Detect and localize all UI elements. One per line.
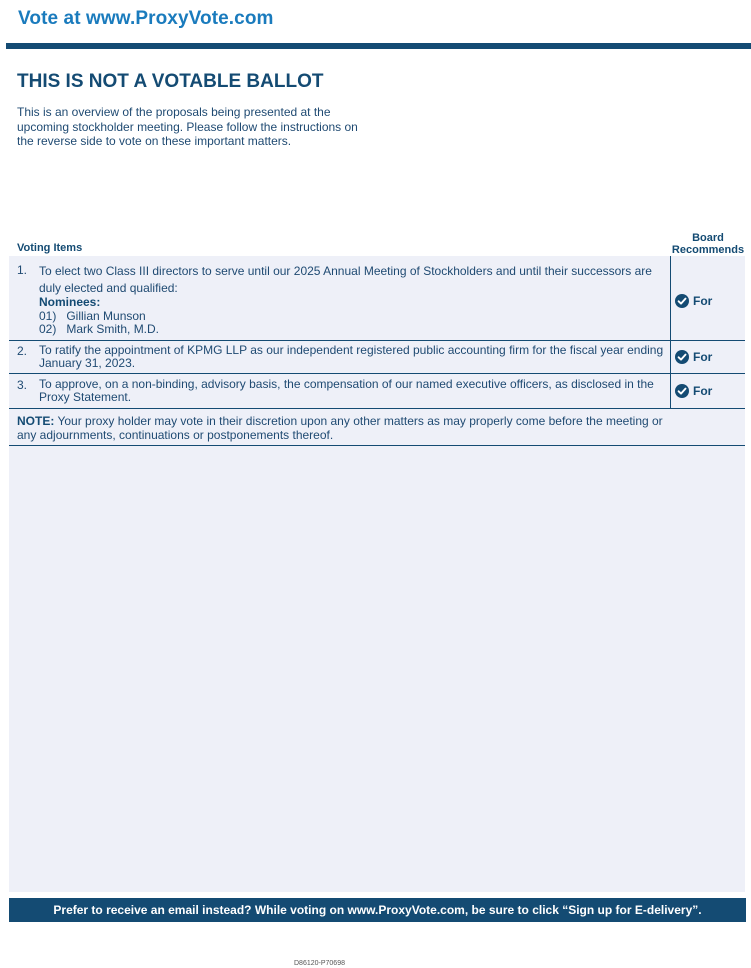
item-text xyxy=(39,263,667,335)
voting-items-header: Voting Items xyxy=(17,242,83,254)
item-description: To ratify the appointment of KPMG LLP as our independent registered public accounting firm for the fiscal year ending January 31, 2023. xyxy=(39,343,664,370)
voting-item-3 xyxy=(9,374,745,409)
item-text xyxy=(39,378,667,404)
intro-text: This is an overview of the proposals being presented at the upcoming stockholder meeting. Please follow the instructions on the reverse side to vote on these important matters. xyxy=(17,105,358,148)
board-recommendation xyxy=(675,294,712,308)
item-number: 2. xyxy=(17,344,28,358)
ballot-title: THIS IS NOT A VOTABLE BALLOT xyxy=(17,71,324,92)
header-divider xyxy=(6,43,751,49)
document-code: D86120-P70698 xyxy=(294,960,345,967)
edelivery-banner: Prefer to receive an email instead? While voting on www.ProxyVote.com, be sure to click “Sign up for E-delivery”. xyxy=(9,898,746,922)
check-circle-icon xyxy=(675,384,689,398)
item-text xyxy=(39,344,667,370)
check-circle-icon xyxy=(675,350,689,364)
header-title: Vote at www.ProxyVote.com xyxy=(18,8,274,29)
recommendation-label: For xyxy=(693,350,713,364)
note-body: Your proxy holder may vote in their discretion upon any other matters as may properly come before the meeting or any adjournments, continuations or postponements thereof. xyxy=(17,414,663,442)
item-description: To elect two Class III directors to serve until our 2025 Annual Meeting of Stockholders and until their successors are duly elected and qualified: xyxy=(39,264,652,295)
voting-items-panel xyxy=(9,256,745,892)
voting-item-2 xyxy=(9,341,745,374)
check-circle-icon xyxy=(675,294,689,308)
recommendation-label: For xyxy=(693,294,713,308)
item-number: 3. xyxy=(17,378,28,392)
board-recommendation xyxy=(675,350,712,364)
recommendation-label: For xyxy=(693,384,713,398)
nominees-label: Nominees: xyxy=(39,295,101,309)
item-number: 1. xyxy=(17,263,28,277)
nominee-1: 01) Gillian Munson xyxy=(39,309,146,323)
note-row xyxy=(9,409,745,446)
board-recommends-header: Board Recommends xyxy=(671,232,745,256)
item-description: To approve, on a non-binding, advisory basis, the compensation of our named executive officers, as disclosed in the Proxy Statement. xyxy=(39,377,654,404)
board-recommendation xyxy=(675,384,712,398)
note-text xyxy=(17,414,677,442)
note-label: NOTE: xyxy=(17,414,55,428)
voting-item-1 xyxy=(9,256,745,341)
nominee-2: 02) Mark Smith, M.D. xyxy=(39,321,160,336)
